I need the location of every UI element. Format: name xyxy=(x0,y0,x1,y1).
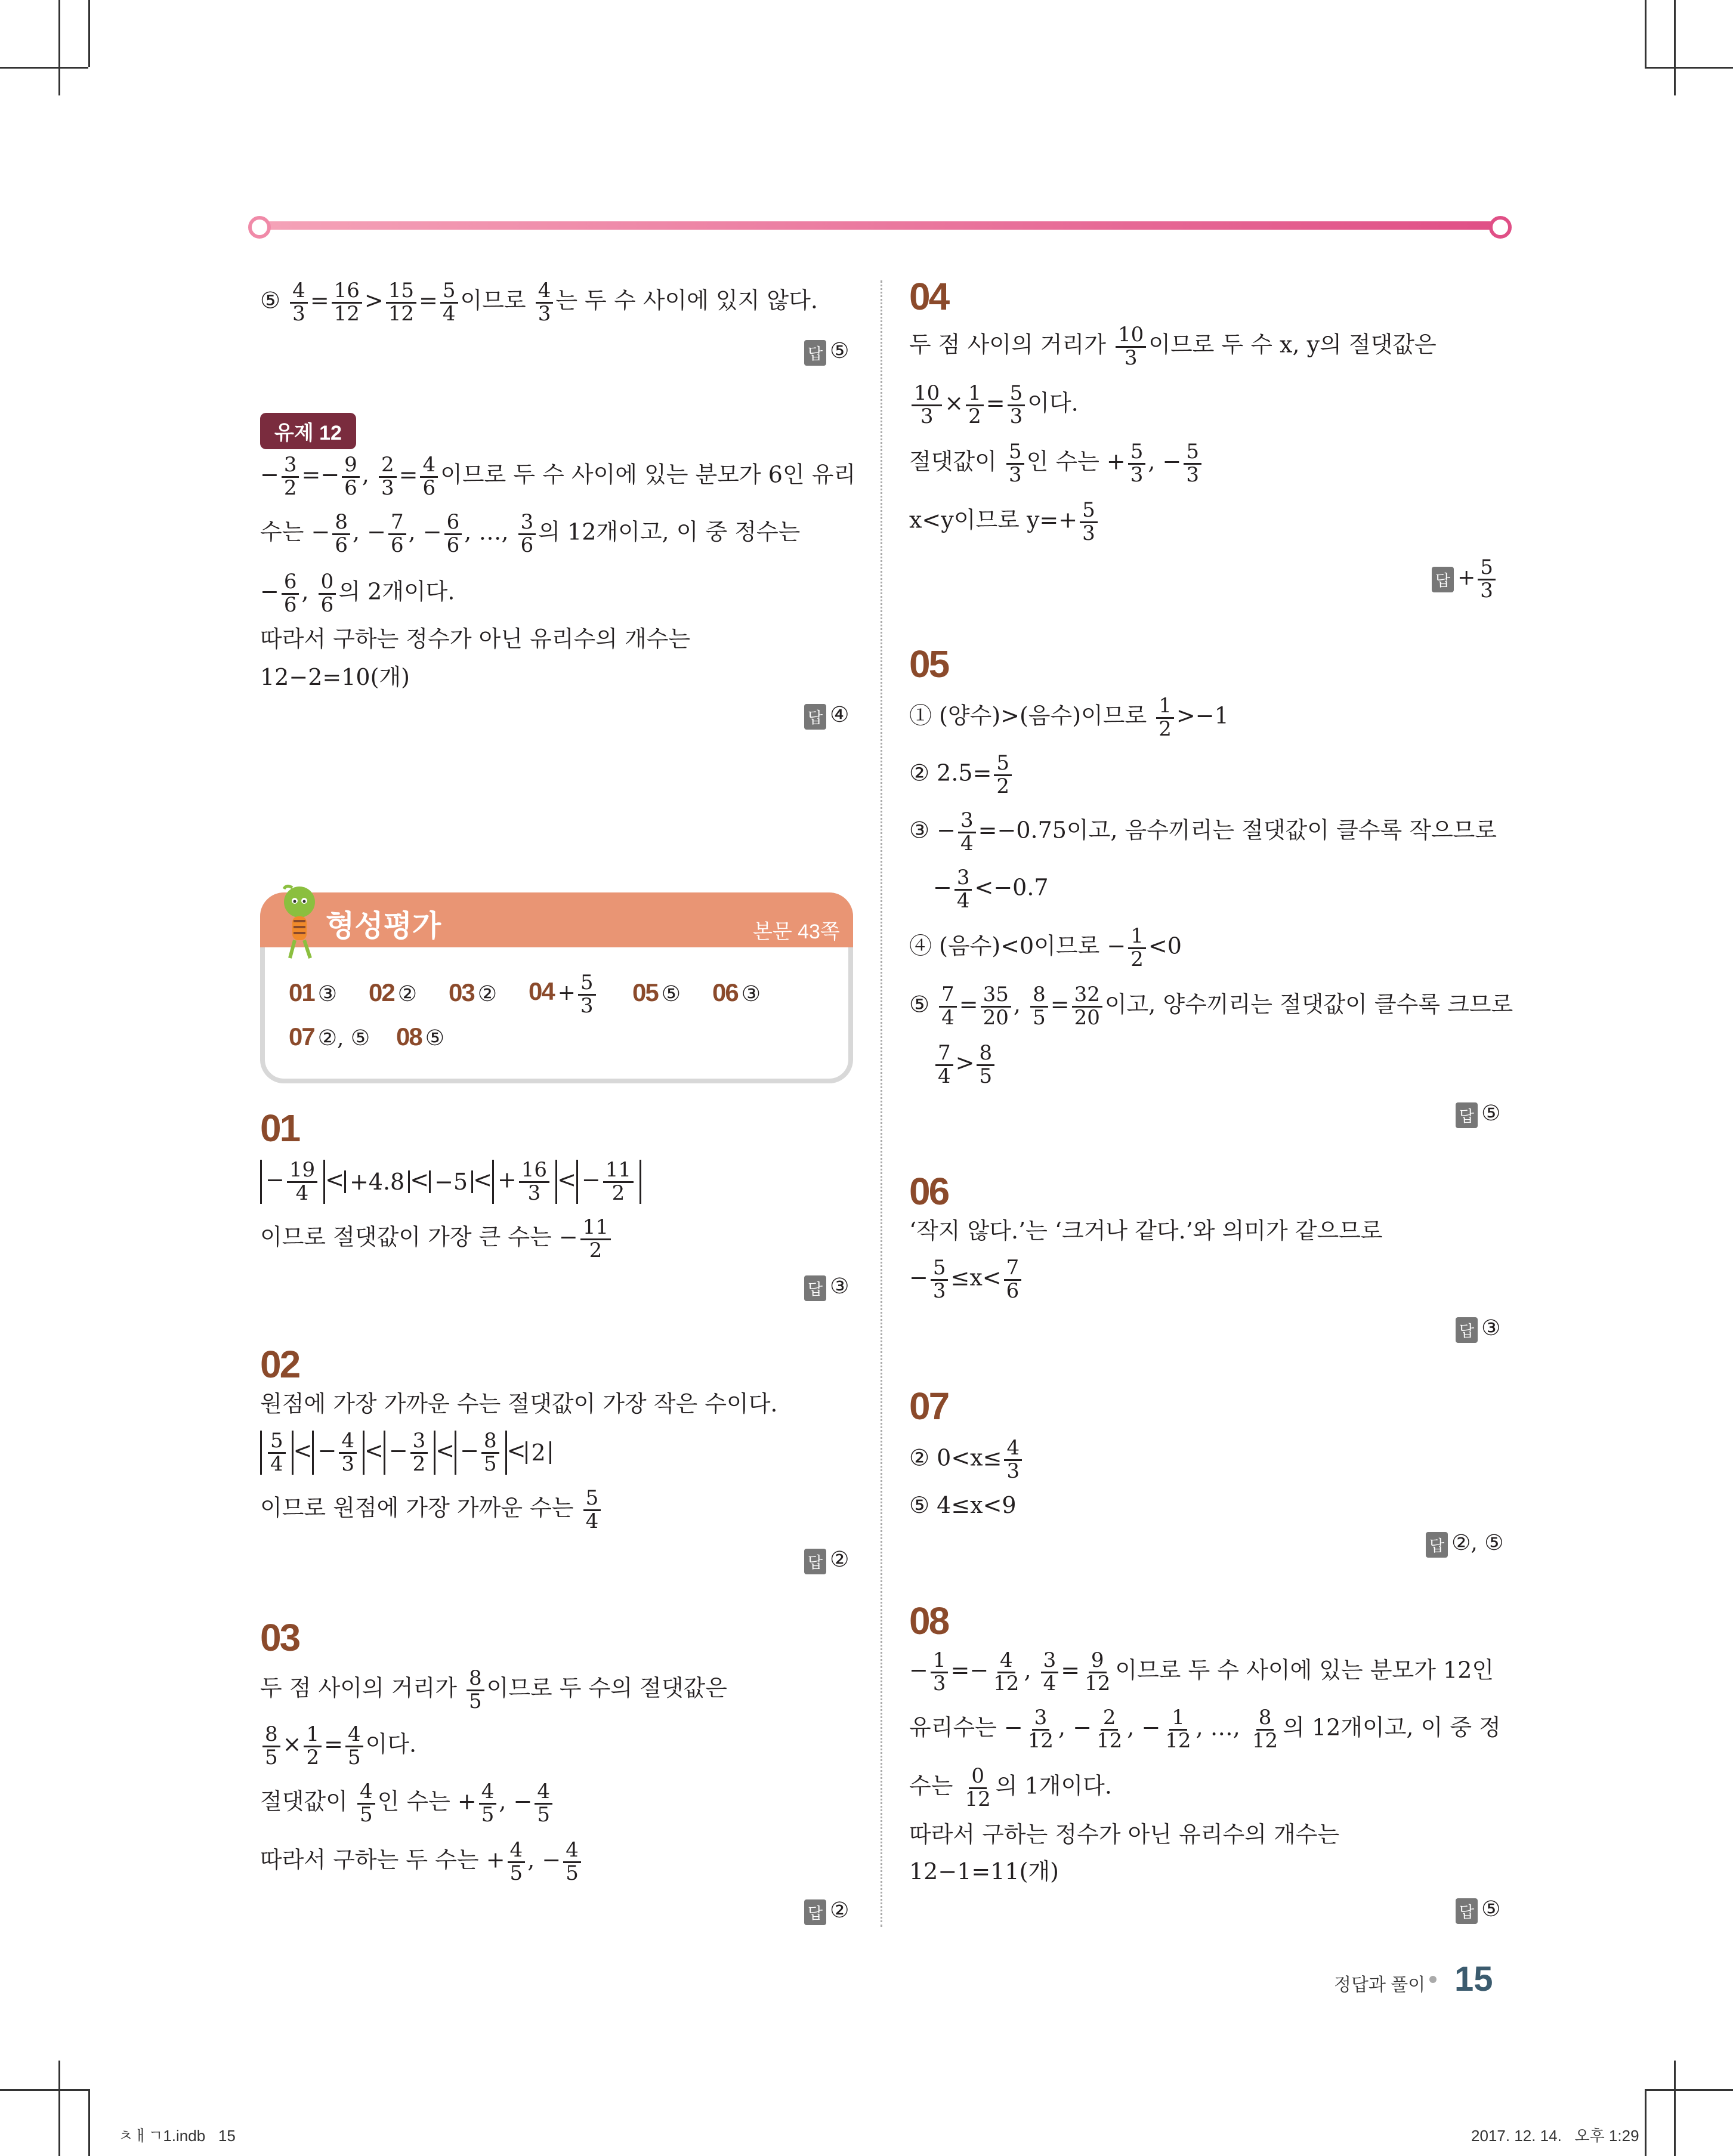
crop-mark xyxy=(58,0,60,95)
crop-mark xyxy=(1645,2089,1733,2091)
q04-line1: 두 점 사이의 거리가 $\frac{10}{3}$ 이므로 두 수 x, y의 절댓값은 xyxy=(909,323,1437,370)
q01-line2: 이므로 절댓값이 가장 큰 수는 − $\frac{11}{2}$ xyxy=(260,1217,613,1261)
crop-mark xyxy=(1674,0,1676,95)
eval-item: 03 ② xyxy=(449,978,497,1006)
crop-mark xyxy=(1645,0,1646,67)
eval-title: 형성평가 xyxy=(326,909,441,943)
q08-line4: 따라서 구하는 정수가 아닌 유리수의 개수는 xyxy=(909,1821,1340,1848)
footer-dot xyxy=(1429,1976,1437,1983)
column-divider xyxy=(881,280,882,1927)
left-p1: ⑤ $\frac{4}{3}$ = $\frac{16}{12}$ > $\frac{15}{12}$ = $\frac{5}{4}$ 이므로 $\frac{4}{3}$ 는 두 수 사이에 있지 않다. xyxy=(260,279,818,326)
q03-line1: 두 점 사이의 거리가 $\frac{8}{5}$ 이므로 두 수의 절댓값은 xyxy=(260,1666,727,1713)
q08-line5: 12−1=11(개) xyxy=(909,1858,1059,1885)
question-number: 02 xyxy=(260,1343,299,1386)
crop-mark xyxy=(1645,2089,1646,2156)
q02-line2: $\frac{5}{4}$ < − $\frac{4}{3}$ < − $\frac{3}{2}$ < − $\frac{8}{5}$ < 2 xyxy=(260,1431,551,1475)
q08-answer: 답 ⑤ xyxy=(1456,1897,1500,1924)
q04-line4: x<y이므로 y=+ $\frac{5}{3}$ xyxy=(909,500,1100,544)
eval-item: 04 + $\frac{5}{3}$ xyxy=(529,972,598,1017)
page-number: 15 xyxy=(1454,1960,1493,1999)
eval-item: 01 ③ xyxy=(289,978,337,1006)
crop-mark xyxy=(0,2089,88,2091)
q01-line1: − $\frac{19}{4}$ < +4.8 < −5 < + $\frac{16}{3}$ < − $\frac{11}{2}$ xyxy=(260,1160,641,1204)
q04-line2: $\frac{10}{3}$ × $\frac{1}{2}$ = $\frac{5}{3}$ 이다. xyxy=(909,383,1079,427)
question-number: 08 xyxy=(909,1599,949,1642)
crop-mark xyxy=(1645,67,1733,69)
q01-answer: 답 ③ xyxy=(804,1274,849,1301)
eval-ref: 본문 43쪽 xyxy=(753,921,840,943)
question-number: 05 xyxy=(909,643,949,685)
question-number: 04 xyxy=(909,275,949,318)
footer-file: ㅊㅐㄱ1.indb 15 xyxy=(118,2127,236,2145)
q04-answer: 답 + $\frac{5}{3}$ xyxy=(1432,557,1498,601)
yuje-line3: − $\frac{6}{6}$ , $\frac{0}{6}$ 의 2개이다. xyxy=(260,570,455,617)
footer-date: 2017. 12. 14. 오후 1:29 xyxy=(1471,2127,1639,2145)
question-number: 06 xyxy=(909,1170,949,1213)
q08-line3: 수는 $\frac{0}{12}$ 의 1개이다. xyxy=(909,1764,1112,1811)
q06-answer: 답 ③ xyxy=(1456,1316,1500,1343)
question-number: 01 xyxy=(260,1107,299,1150)
yuje-badge: 유제 12 xyxy=(260,413,356,449)
q06-line2: − $\frac{5}{3}$ ≤x< $\frac{7}{6}$ xyxy=(909,1258,1024,1302)
q07-line2: ⑤ 4≤x<9 xyxy=(909,1492,1017,1518)
eval-item: 05 ⑤ xyxy=(632,978,681,1006)
q04-line3: 절댓값이 $\frac{5}{3}$ 인 수는 + $\frac{5}{3}$ , − $\frac{5}{3}$ xyxy=(909,441,1204,486)
eval-item: 07 ②, ⑤ xyxy=(289,1023,370,1051)
header-dot-right xyxy=(1489,216,1512,239)
q05-answer: 답 ⑤ xyxy=(1456,1101,1500,1128)
eval-item: 02 ② xyxy=(369,978,417,1006)
q03-answer: 답 ② xyxy=(804,1898,849,1925)
q05-line1: ① (양수)>(음수)이므로 $\frac{1}{2}$ >−1 xyxy=(909,694,1229,741)
crop-mark xyxy=(58,2061,60,2156)
footer-label: 정답과 풀이 xyxy=(1334,1975,1426,1995)
mascot-icon xyxy=(274,884,325,964)
header-dot-left xyxy=(248,216,271,239)
q08-line2: 유리수는 − $\frac{3}{12}$ , − $\frac{2}{12}$ , − $\frac{1}{12}$ , …, $\frac{8}{12}$ 의 12개이고, 이 중 정 xyxy=(909,1706,1501,1753)
crop-mark xyxy=(0,67,88,69)
q03-line3: 절댓값이 $\frac{4}{5}$ 인 수는 + $\frac{4}{5}$ , − $\frac{4}{5}$ xyxy=(260,1781,555,1826)
q07-answer: 답 ②, ⑤ xyxy=(1426,1531,1504,1558)
q05-line3: ③ − $\frac{3}{4}$ =−0.75이고, 음수끼리는 절댓값이 클수록 작으므로 xyxy=(909,808,1497,855)
q05-line4: − $\frac{3}{4}$ <−0.7 xyxy=(933,866,1049,913)
q03-line2: $\frac{8}{5}$ × $\frac{1}{2}$ = $\frac{4}{5}$ 이다. xyxy=(260,1724,416,1768)
q08-line1: − $\frac{1}{3}$ =− $\frac{4}{12}$ , $\frac{3}{4}$ = $\frac{9}{12}$ 이므로 두 수 사이에 있는 분모가 12인 xyxy=(909,1648,1494,1695)
q02-line1: 원점에 가장 가까운 수는 절댓값이 가장 작은 수이다. xyxy=(260,1391,778,1417)
question-number: 07 xyxy=(909,1385,949,1428)
yuje-line2: 수는 − $\frac{8}{6}$ , − $\frac{7}{6}$ , − $\frac{6}{6}$ , …, $\frac{3}{6}$ 의 12개이고, 이 중 정수는 xyxy=(260,510,801,557)
q03-line4: 따라서 구하는 두 수는 + $\frac{4}{5}$ , − $\frac{4}{5}$ xyxy=(260,1840,583,1884)
eval-item: 06 ③ xyxy=(712,978,761,1006)
q07-line1: ② 0<x≤ $\frac{4}{3}$ xyxy=(909,1438,1024,1482)
q02-answer: 답 ② xyxy=(804,1547,849,1574)
q05-line5: ④ (음수)<0이므로 − $\frac{1}{2}$ <0 xyxy=(909,924,1182,971)
q02-line3: 이므로 원점에 가장 가까운 수는 $\frac{5}{4}$ xyxy=(260,1488,603,1532)
yuje-line1: − $\frac{3}{2}$ =− $\frac{9}{6}$ , $\frac{2}{3}$ = $\frac{4}{6}$ 이므로 두 수 사이에 있는 분모가 6인 유리 xyxy=(260,453,856,500)
yuje-line5: 12−2=10(개) xyxy=(260,664,410,690)
question-number: 03 xyxy=(260,1616,299,1659)
answer-prev: 답 ⑤ xyxy=(804,339,849,366)
eval-item: 08 ⑤ xyxy=(396,1023,444,1051)
crop-mark xyxy=(88,0,90,67)
q05-line6: ⑤ $\frac{7}{4}$ = $\frac{35}{20}$ , $\frac{8}{5}$ = $\frac{32}{20}$ 이고, 양수끼리는 절댓값이 클수록 크므로 xyxy=(909,983,1513,1030)
crop-mark xyxy=(88,2089,90,2156)
header-bar xyxy=(255,221,1503,230)
yuje-line4: 따라서 구하는 정수가 아닌 유리수의 개수는 xyxy=(260,626,691,652)
q06-line1: ‘작지 않다.’는 ‘크거나 같다.’와 의미가 같으므로 xyxy=(909,1218,1383,1244)
crop-mark xyxy=(1674,2061,1676,2156)
q05-line7: $\frac{7}{4}$ > $\frac{8}{5}$ xyxy=(933,1043,997,1087)
q05-line2: ② 2.5= $\frac{5}{2}$ xyxy=(909,753,1014,797)
yuje-answer: 답 ④ xyxy=(804,703,849,730)
